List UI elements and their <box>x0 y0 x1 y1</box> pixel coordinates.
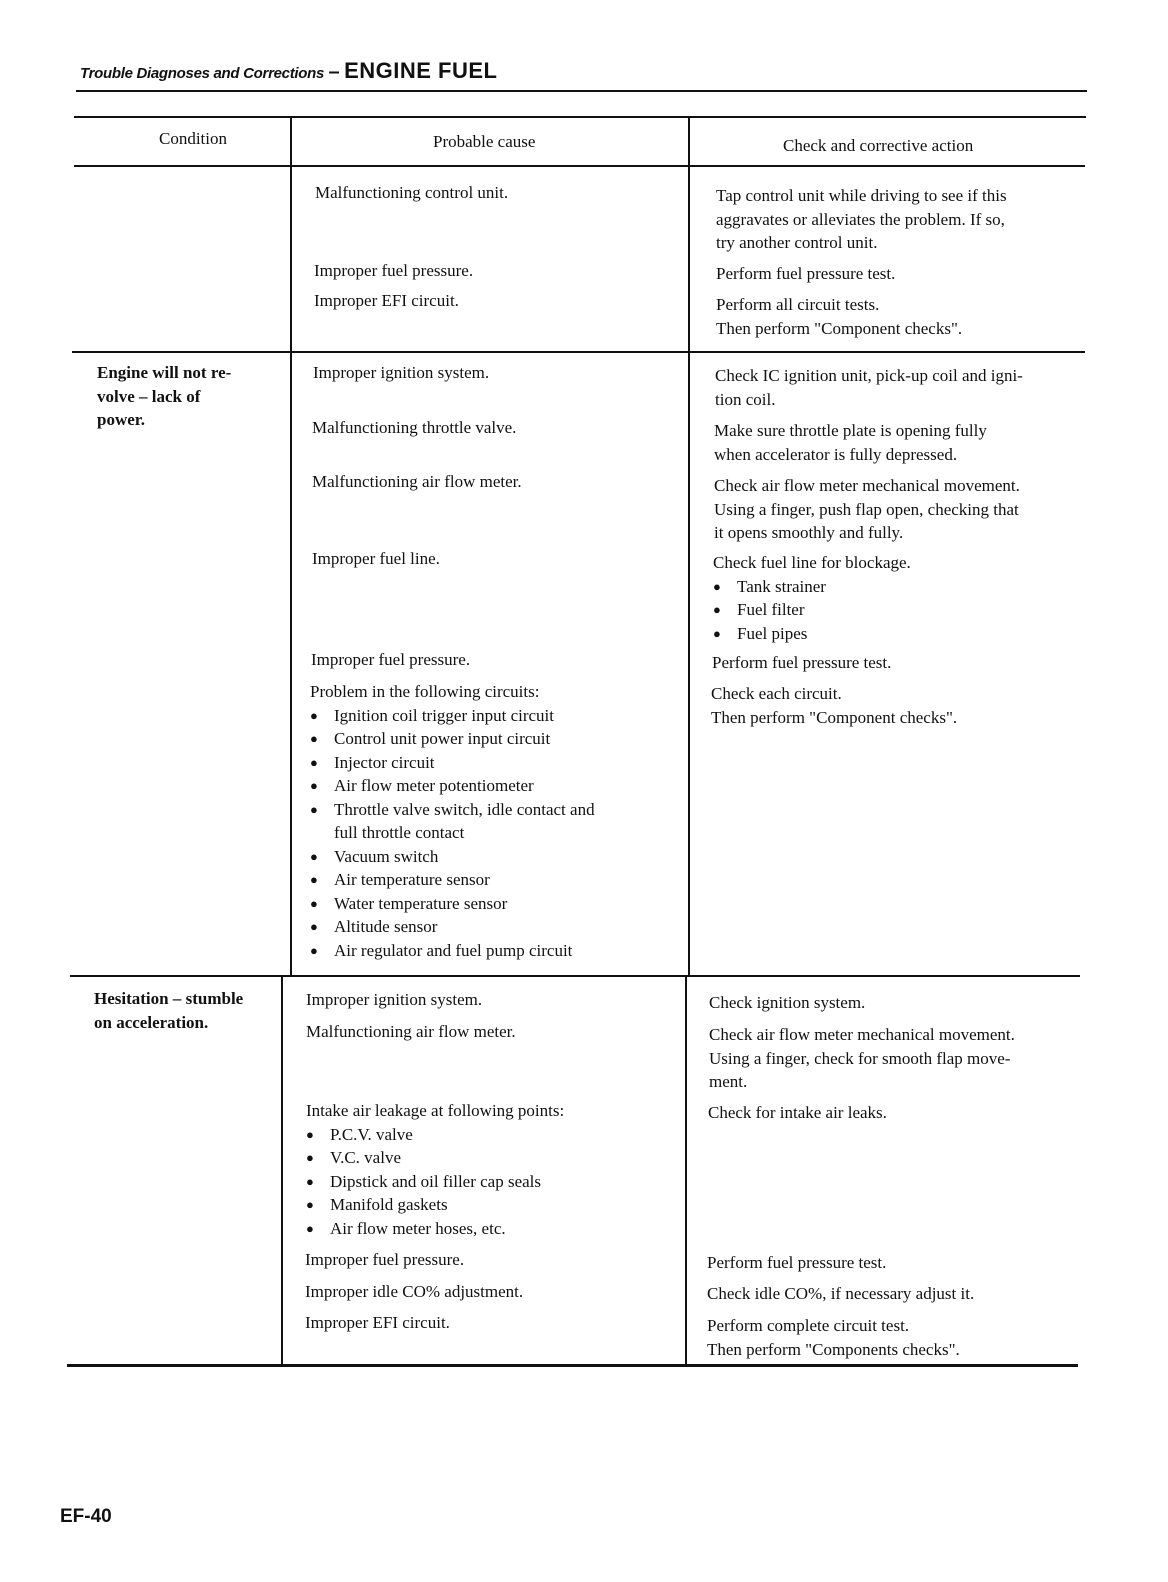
page-header <box>80 58 497 84</box>
list-item: ● Air flow meter hoses, etc. <box>306 1217 564 1241</box>
cause-text: Malfunctioning control unit. <box>315 183 509 202</box>
list-item: ● Dipstick and oil filler cap seals <box>306 1170 564 1194</box>
action-text: Check IC ignition unit, pick-up coil and igni- tion coil. <box>715 366 1023 409</box>
action-text: Check air flow meter mechanical movement. Using a finger, check for smooth flap move- ment. <box>709 1025 1015 1091</box>
list-item: ● Fuel filter <box>713 598 911 622</box>
list-item: ● Air flow meter potentiometer <box>310 774 595 798</box>
list-item-continuation: full throttle contact <box>334 823 465 842</box>
list-item: ● Air temperature sensor <box>310 868 595 892</box>
table-top-rule <box>74 116 1086 118</box>
list-item: ● Fuel pipes <box>713 622 911 646</box>
action-text: Check each circuit. Then perform "Component checks". <box>711 684 958 727</box>
cause-text: Improper ignition system. <box>313 363 490 382</box>
column-divider <box>688 116 690 977</box>
cause-text: Improper idle CO% adjustment. <box>305 1282 524 1301</box>
list-item: ● P.C.V. valve <box>306 1123 564 1147</box>
list-item: ● Manifold gaskets <box>306 1193 564 1217</box>
action-text: Perform fuel pressure test. <box>707 1253 887 1272</box>
chapter-title: ENGINE FUEL <box>344 58 498 83</box>
cause-text: Problem in the following circuits: ● Ignition coil trigger input circuit ● Control unit power input circuit ● Injector circuit ● Air flow meter potentiometer ● Throttle valve switch, idle contact and full throttle contact ● Vacuum switch ● Air temperature sensor ● Water temperature sensor ● Altitude sensor ● Air regulator and fuel pump circuit <box>310 680 595 962</box>
section-title: Trouble Diagnoses and Corrections <box>80 65 325 82</box>
header-rule <box>76 90 1087 92</box>
page-number: EF-40 <box>60 1506 112 1527</box>
action-text: Check idle CO%, if necessary adjust it. <box>707 1284 975 1303</box>
column-divider <box>281 975 283 1365</box>
list-item: ● Control unit power input circuit <box>310 727 595 751</box>
list-item: ● Air regulator and fuel pump circuit <box>310 939 595 963</box>
cause-text: Improper EFI circuit. <box>314 291 459 310</box>
list-item: ● V.C. valve <box>306 1146 564 1170</box>
row-divider <box>72 351 1085 353</box>
cause-text: Improper EFI circuit. <box>305 1313 450 1332</box>
cause-text: Malfunctioning air flow meter. <box>306 1022 516 1041</box>
action-text: Check ignition system. <box>709 993 866 1012</box>
column-header-condition: Condition <box>159 129 228 148</box>
cause-text: Improper fuel pressure. <box>314 261 474 280</box>
cause-text: Improper fuel line. <box>312 549 440 568</box>
list-item: ● Throttle valve switch, idle contact and <box>310 798 595 822</box>
column-divider <box>685 975 687 1365</box>
cause-text: Improper fuel pressure. <box>311 650 471 669</box>
cause-text: Intake air leakage at following points: ● P.C.V. valve ● V.C. valve ● Dipstick and oil filler cap seals ● Manifold gaskets ● Air flow meter hoses, etc. <box>306 1099 564 1240</box>
list-item: ● Tank strainer <box>713 575 911 599</box>
action-text: Perform fuel pressure test. <box>716 264 896 283</box>
action-text: Perform all circuit tests. Then perform "Component checks". <box>716 295 963 338</box>
header-dash: – <box>328 61 340 83</box>
cause-text: Improper ignition system. <box>306 990 483 1009</box>
action-text: Check for intake air leaks. <box>708 1103 887 1122</box>
action-text: Tap control unit while driving to see if this aggravates or alleviates the problem. If so, try another control unit. <box>716 186 1007 252</box>
column-header-rule <box>74 165 1085 167</box>
condition-text: Engine will not re- volve – lack of power. <box>97 363 232 429</box>
action-text: Perform fuel pressure test. <box>712 653 892 672</box>
cause-text: Improper fuel pressure. <box>305 1250 465 1269</box>
list-item: ● Altitude sensor <box>310 915 595 939</box>
column-divider <box>290 116 292 977</box>
action-text: Perform complete circuit test. Then perform "Components checks". <box>707 1316 960 1359</box>
action-text: Check air flow meter mechanical movement. Using a finger, push flap open, checking that it opens smoothly and fully. <box>714 476 1020 542</box>
list-item: ● Injector circuit <box>310 751 595 775</box>
row-divider <box>70 975 1080 977</box>
action-text: Make sure throttle plate is opening fully when accelerator is fully depressed. <box>714 421 987 464</box>
list-item: ● Vacuum switch <box>310 845 595 869</box>
list-item: ● Ignition coil trigger input circuit <box>310 704 595 728</box>
list-item: ● Water temperature sensor <box>310 892 595 916</box>
condition-text: Hesitation – stumble on acceleration. <box>94 989 244 1032</box>
cause-text: Malfunctioning air flow meter. <box>312 472 522 491</box>
column-header-action: Check and corrective action <box>783 136 974 155</box>
action-text: Check fuel line for blockage. ● Tank strainer ● Fuel filter ● Fuel pipes <box>713 551 911 645</box>
cause-text: Malfunctioning throttle valve. <box>312 418 517 437</box>
table-bottom-rule <box>67 1364 1078 1367</box>
column-header-cause: Probable cause <box>433 132 536 151</box>
